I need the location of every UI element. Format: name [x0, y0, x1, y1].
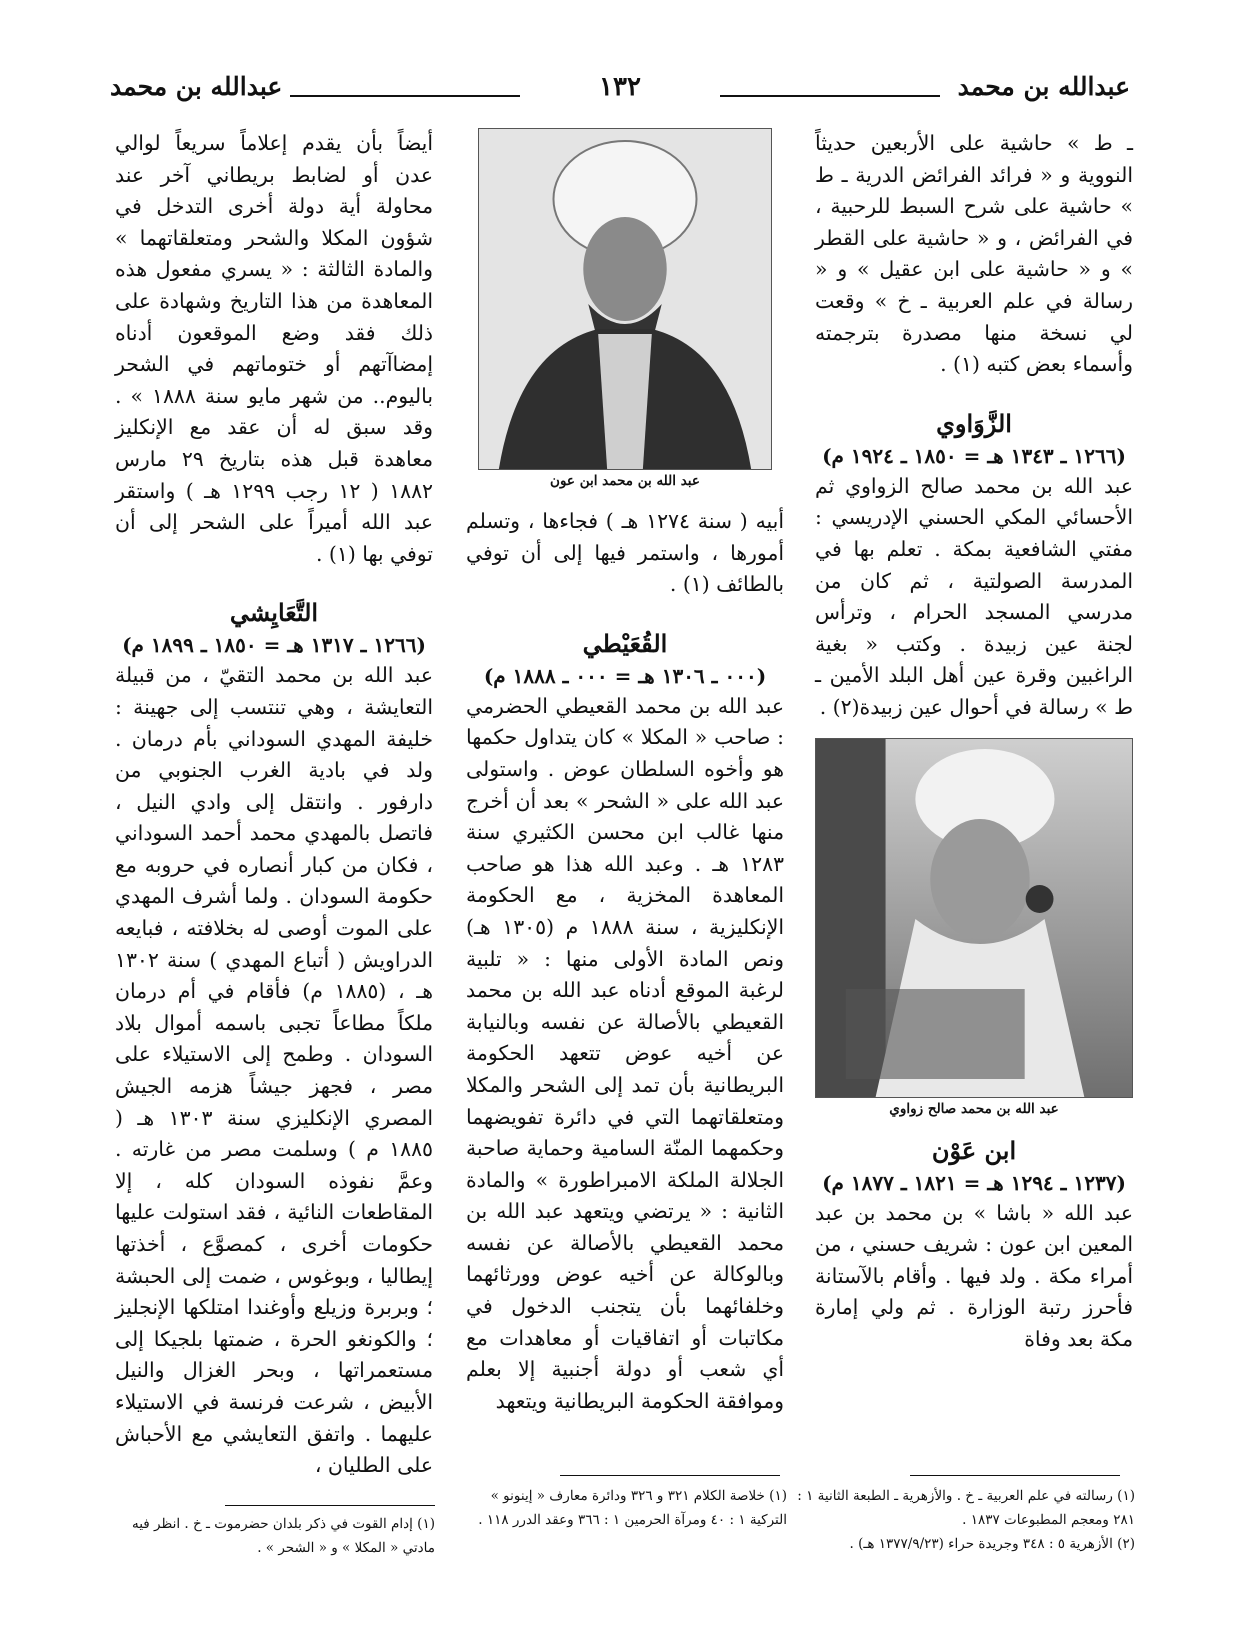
- footnotes-right: [795, 1484, 1135, 1556]
- column-left: [115, 128, 433, 1482]
- footnotes-left: [100, 1512, 435, 1560]
- running-header-left: عبدالله بن محمد: [110, 72, 283, 101]
- header-rule-left: [290, 95, 520, 97]
- footnote-rule-left: [225, 1505, 435, 1506]
- entry-dates-taaishi: (١٢٦٦ ـ ١٣١٧ هـ = ١٨٥٠ ـ ١٨٩٩ م): [122, 633, 426, 658]
- entry-text-taaishi: عبد الله بن محمد التقيّ ، من قبيلة التعايشة ، وهي تنتسب إلى جهينة : خليفة المهدي السوداني بأم درمان . ولد في بادية الغرب الجنوبي من دارفور . وانتقل إلى وادي النيل ، فاتصل بالمهدي محمد أحمد السوداني ، فكان من كبار أنصاره في حروبه مع حكومة السودان . ولما أشرف المهدي على الموت أوصى له بخلافته ، فبايعه الدراويش ( أتباع المهدي ) سنة ١٣٠٢ هـ ، (١٨٨٥ م) فأقام في أم درمان ملكاً مطاعاً تجبى باسمه أموال بلاد السودان . وطمح إلى الاستيلاء على مصر ، فجهز جيشاً هزمه الجيش المصري الإنكليزي سنة ١٣٠٣ هـ ( ١٨٨٥ م ) وسلمت مصر من غارته . وعمَّ نفوذه السودان كله ، إلا المقاطعات النائية ، فقد استولت عليها حكومات أخرى ، كمصوَّع ، أخذتها إيطاليا ، وبوغوس ، ضمت إلى الحبشة ؛ وبربرة وزيلع وأوغندا امتلكها الإنجليز ؛ والكونغو الحرة ، ضمتها بلجيكا إلى مستعمراتها ، وبحر الغزال والنيل الأبيض ، شرعت فرنسة في الاستيلاء عليهما . واتفق التعايشي مع الأحباش على الطليان ،: [115, 663, 433, 1478]
- footnotes-middle: [455, 1484, 787, 1532]
- column-middle: [466, 128, 784, 1417]
- continuation-text: أبيه ( سنة ١٢٧٤ هـ ) فجاءها ، وتسلم أمورها ، واستمر فيها إلى أن توفي بالطائف (١) .: [466, 509, 784, 597]
- footnote: (١) خلاصة الكلام ٣٢١ و ٣٢٦ ودائرة معارف « إينونو » التركية ١ : ٤٠ ومرآة الحرمين ١ : ٣٦٦ وعقد الدرر ١١٨ .: [478, 1488, 787, 1528]
- photo-caption-zawawi: عبد الله بن محمد صالح زواوي: [889, 1100, 1059, 1117]
- footnote-rule-middle: [560, 1475, 780, 1476]
- entry-title-quaiti: القُعَيْطي: [582, 628, 668, 658]
- entry-title-taaishi: التَّعَايِشي: [229, 598, 319, 628]
- entry-dates-zawawi: (١٢٦٦ ـ ١٣٤٣ هـ = ١٨٥٠ ـ ١٩٢٤ م): [822, 443, 1126, 468]
- portrait-zawawi: [815, 738, 1133, 1098]
- entry-text-zawawi: عبد الله بن محمد صالح الزواوي ثم الأحسائي المكي الحسني الإدريسي : مفتي الشافعية بمكة . تعلم بها في المدرسة الصولتية ، ثم كان من مدرسي المسجد الحرام ، وترأس لجنة عين زبيدة . وكتب « بغية الراغبين وقرة عين أهل البلد الأمين ـ ط » رسالة في أحوال عين زبيدة(٢) .: [815, 473, 1133, 719]
- entry-text-quaiti: عبد الله بن محمد القعيطي الحضرمي : صاحب « المكلا » كان يتداول حكمها هو وأخوه السلطان عوض . واستولى عبد الله على « الشحر » بعد أن أخرج منها غالب ابن محسن الكثيري سنة ١٢٨٣ هـ . وعبد الله هذا هو صاحب المعاهدة المخزية ، مع الحكومة الإنكليزية ، سنة ١٨٨٨ م (١٣٠٥ هـ) ونص المادة الأولى منها : « تلبية لرغبة الموقع أدناه عبد الله بن محمد القعيطي بالأصالة عن نفسه وبالنيابة عن أخيه عوض تتعهد الحكومة البريطانية بأن تمد إلى الشحر والمكلا ومتعلقاتهما التي في دائرة تفويضهما وحكمهما المنّة السامية وحماية صاحبة الجلالة الملكة الامبراطورة » والمادة الثانية : « يرتضي ويتعهد عبد الله بن محمد القعيطي بالأصالة عن نفسه وبالوكالة عن أخيه عوض وورثائهما وخلفائهما بأن يتجنب الدخول في مكاتبات أو اتفاقيات أو معاهدات مع أي شعب أو دولة أجنبية إلا بعلم وموافقة الحكومة البريطانية ويتعهد: [466, 693, 784, 1413]
- continuation-text: ـ ط » حاشية على الأربعين حديثاً النووية و « فرائد الفرائض الدرية ـ ط » حاشية على شرح السبط للرحبية ، في الفرائض ، و « حاشية على القطر » و « حاشية على ابن عقيل » و « رسالة في علم العربية ـ خ » وقعت لي نسخة منها مصدرة بترجمته وأسماء بعض كتبه (١) .: [815, 131, 1133, 377]
- portrait-ibn-awn: [478, 128, 772, 470]
- entry-title-ibn-awn: ابن عَوْن: [931, 1135, 1017, 1165]
- photo-caption-ibn-awn: عبد الله بن محمد ابن عون: [550, 473, 700, 489]
- running-header-right: عبدالله بن محمد: [957, 72, 1130, 101]
- continuation-text: أيضاً بأن يقدم إعلاماً سريعاً لوالي عدن أو لضابط بريطاني آخر عند محاولة أية دولة أخرى التدخل في شؤون المكلا والشحر ومتعلقاتهما » والمادة الثالثة : « يسري مفعول هذه المعاهدة من هذا التاريخ وشهادة على ذلك فقد وضع الموقعون أدناه إمضاآتهم أو ختوماتهم في الشحر باليوم.. من شهر مايو سنة ١٨٨٨ » . وقد سبق له أن عقد مع الإنكليز معاهدة قبل هذه بتاريخ ٢٩ مارس ١٨٨٢ ( ١٢ رجب ١٢٩٩ هـ ) واستقر عبد الله أميراً على الشحر إلى أن توفي بها (١) .: [115, 131, 434, 566]
- page-number: ١٣٢: [599, 72, 641, 102]
- footnote: (١) إدام القوت في ذكر بلدان حضرموت ـ خ . انظر فيه مادتي « المكلا » و « الشحر » .: [131, 1516, 435, 1556]
- entry-text-ibn-awn: عبد الله « باشا » بن محمد بن عبد المعين ابن عون : شريف حسني ، من أمراء مكة . ولد فيها . وأقام بالآستانة فأحرز رتبة الوزارة . ثم ولي إمارة مكة بعد وفاة: [815, 1200, 1133, 1351]
- footnote-rule-right: [910, 1475, 1120, 1476]
- entry-dates-quaiti: (٠٠٠ ـ ١٣٠٦ هـ = ٠٠٠ ـ ١٨٨٨ م): [483, 663, 767, 688]
- column-right: [815, 128, 1133, 1355]
- footnote: (٢) الأزهرية ٥ : ٣٤٨ وجريدة حراء (١٣٧٧/٩/٢٣ هـ) .: [849, 1536, 1135, 1552]
- entry-title-zawawi: الزَّوَاوي: [936, 408, 1012, 438]
- footnote: (١) رسالته في علم العربية ـ خ . والأزهرية ـ الطبعة الثانية ١ : ٢٨١ ومعجم المطبوعات ١٨٣٧ .: [797, 1488, 1135, 1528]
- entry-dates-ibn-awn: (١٢٣٧ ـ ١٢٩٤ هـ = ١٨٢١ ـ ١٨٧٧ م): [822, 1170, 1126, 1195]
